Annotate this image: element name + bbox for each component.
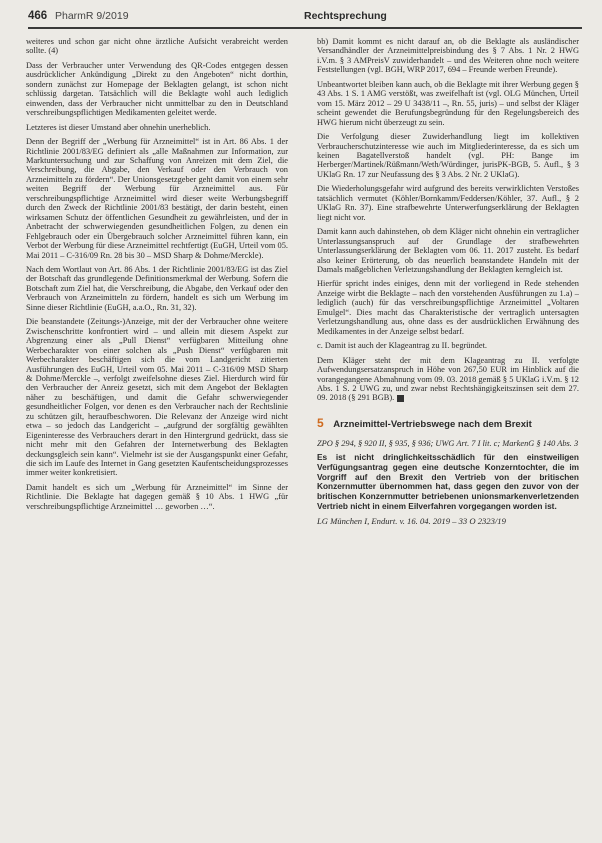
paragraph: Letzteres ist dieser Umstand aber ohnehin unerheblich. xyxy=(26,122,211,132)
article-title: Arzneimittel-Vertriebswege nach dem Brexit xyxy=(333,418,532,430)
paragraph-text: Dem Kläger steht der mit dem Klageantrag zu II. verfolgte Aufwendungsersatzanspruch in Höhe von 267,50 EUR im Hinblick auf die vorangegangene Abmahnung vom 09. 03. 2018 gemäß § 5 UKlaG i.V.m. § 12 Abs. 1 S. 2 UWG zu, und zwar nebst Rechtshängigkeitszinsen seit dem 27. 09. 2018 (§ 291 BGB). xyxy=(317,355,579,403)
paragraph: weiteres und schon gar nicht ohne ärztliche Aufsicht verabreicht werden sollte. (4) xyxy=(26,37,288,56)
paragraph: Die Verfolgung dieser Zuwiderhandlung liegt im kollektiven Verbraucherschutzinteresse wie auch im Mitgliederinteresse, da es sich um keinen Bagatellverstoß handelt (vgl. PH: Bange im Herberger/Martinek/Rüßmann/Weth/Würdinger, jurisPK-BGB, 5. Aufl., § 3 UKlaG Rn. 17 zur Neufassung des § 3 Abs. 2 Nr. 2 UKlaG). xyxy=(317,132,579,179)
paragraph: Hierfür spricht indes einiges, denn mit der vorliegend in Rede stehenden Anzeige wirbt die Beklagte – nach den vorstehenden Ausführungen zu 1.a) – lediglich (auch) für das verschreibungspflichtige Arzneimittel „Voltaren Emulgel“. Dies macht das Charakteristische der vertraglich untersagten Verletzungshandlung aus, ohne dass es der ausdrücklichen Erwähnung des Medikamentes in der Anzeige selbst bedarf. xyxy=(317,279,579,336)
paragraph: Damit kann auch dahinstehen, ob dem Kläger nicht ohnehin ein vertraglicher Unterlassungsanspruch auf der Grundlage der strafbewehrten Unterlassungserklärung der Beklagten vom 06. 11. 2017 zusteht. Es bedarf also keiner Erörterung, ob das neuerlich beanstandete Handeln mit der Damals maßgeblichen Verletzungshandlung der Beklagten kerngleich ist. xyxy=(317,227,579,274)
closing-paragraph xyxy=(317,356,579,403)
page-header xyxy=(28,6,582,30)
court-citation: LG München I, Endurt. v. 16. 04. 2019 – 33 O 2323/19 xyxy=(317,515,506,526)
right-column xyxy=(317,37,579,531)
left-column xyxy=(26,37,288,516)
paragraph: Dass der Verbraucher unter Verwendung des QR-Codes entgegen dessen ausdrücklicher Ankündigung „Direkt zu den Angeboten“ nicht dorthin, sondern zunächst zur Homepage der Beklagten gelangt, ist schon nicht schlüssig dargetan. Tatsächlich will die Beklagte wohl auch lediglich einwenden, dass der Verbraucher nicht unmittelbar zu den in Deutschland verschreibungspflichtigen Medikamenten geleitet werde. xyxy=(26,60,288,118)
paragraph: Die beanstandete (Zeitungs-)Anzeige, mit der der Verbraucher ohne weitere Zwischenschritte konfrontiert wird – und allein mit diesem Aspekt zur Abgrenzung einer als „Pull Dienst“ verfügbaren Mitteilung ohne Werbecharakter von einer solchen als „Push Dienst“ verfügbaren mit Werbecharakter beschäftigen sich die vom Landgericht zitierten Ausführungen des EuGH, Urteil vom 05. Mai 2011 – C-316/09 MSD Sharp & Dohme/Merckle –, verfolgt zweifelsohne dieses Ziel. Hierdurch wird für den Verbraucher der Anreiz gesetzt, sich mit dem Angebot der Beklagten näher zu beschäftigen, und damit die Gefahr schwerwiegender gesundheitlicher Folgen, vor denen es den Verbraucher nach der Rechtslinie zu schützen gilt, heraufbeschworen. Die Relevanz der Anzeige wird nicht etwa – so jedoch das Landgericht – „aufgrund der sorgfältig gewählten Eigeninteresse des Verbrauchers derart in den Hintergrund gedrückt, dass sie nicht mehr mit den Gefahren der Internetwerbung des Beklagten deckungsgleich sein kann“. Vielmehr ist sie der Ausgangspunkt einer Gefahr, die sich im Laufe des Internet in Gang gesetzten Kaufentscheidungsprozesses immer weiter konkretisiert. xyxy=(26,317,288,478)
paragraph: Die Wiederholungsgefahr wird aufgrund des bereits verwirklichten Verstoßes tatsächlich vermutet (Köhler/Bornkamm/Feddersen/Köhler, 37. Aufl., § 2 UKlaG Rn. 37). Eine strafbewehrte Unterwerfungserklärung der Beklagten liegt nicht vor. xyxy=(317,184,579,222)
paragraph: Nach dem Wortlaut von Art. 86 Abs. 1 der Richtlinie 2001/83/EG ist das Ziel der Botschaft das grundlegende Definitionsmerkmal der Werbung. Sofern die Botschaft zum Ziel hat, die Verschreibung, die Abgabe, den Verkauf oder den Verbrauch von Arzneimitteln zu fördern, handelt es sich um Werbung im Sinne dieser Richtlinie (EuGH, a.a.O., Rn. 31, 32). xyxy=(26,264,288,312)
article-number: 5 xyxy=(317,415,324,430)
article-heading xyxy=(317,417,579,431)
page-number: 466 xyxy=(28,10,48,22)
end-of-article-mark xyxy=(397,395,404,402)
paragraph: bb) Damit kommt es nicht darauf an, ob die Beklagte als ausländischer Versandhändler der Arzneimittelpreisbindung des § 7 Abs. 1 Nr. 2 HWG i.V.m. § 3 AMPreisV zuwiderhandelt – und des Weiteren ohne noch weitere Feststellungen (vgl. BGH, WRP 2017, 694 – Freunde werben Freunde). xyxy=(317,37,579,75)
section-title: Rechtsprechung xyxy=(304,10,387,22)
header-rule xyxy=(28,27,582,29)
paragraph: Denn der Begriff der „Werbung für Arzneimittel“ ist in Art. 86 Abs. 1 der Richtlinie 2001/83/EG definiert als „alle Maßnahmen zur Information, zur Marktuntersuchung und zur Schaffung von Anreizen mit dem Ziel, die Verschreibung, die Abgabe, den Verkauf oder den Verbrauch von Arzneimitteln zu fördern“. Der Unionsgesetzgeber geht damit von einem sehr weiten Begriff der Werbung für Arzneimittel aus. Für verschreibungspflichtige Arzneimittel wird dieser weite Werbungsbegriff durch den Zweck der Richtlinie 2001/83 bestätigt, der darin besteht, einen wirksamen Schutz der öffentlichen Gesundheit zu gewährleisten, und der in Anbetracht der schwerwiegenden gesundheitlichen Folgen, zu denen ein Fehlgebrauch oder ein Übergebrauch solcher Arzneimittel führen kann, ein Verbot der Werbung für diese Arzneimittel rechtfertigt (EuGH, Urteil vom 05. Mai 2011 – C-316/09 Rn. 28 bis 30 – MSD Sharp & Dohme/Merckle). xyxy=(26,137,288,260)
norms-line: ZPO § 294, § 920 II, § 935, § 936; UWG Art. 7 I lit. c; MarkenG § 140 Abs. 3 xyxy=(317,438,579,448)
leitsatz: Es ist nicht dringlichkeitsschädlich für den einstweiligen Verfügungsantrag gegen eine deutsche Konzerntochter, die im Vorgriff auf den Brexit den Vertrieb von der britischen Konzernmutter übernommen hat, dass gegen den zuvor von der britischen Konzernmutter betriebenen unionsmarkenverletzenden Vertrieb nicht in einem Eilverfahren vorgegangen worden ist. xyxy=(317,452,579,511)
journal-issue: PharmR 9/2019 xyxy=(55,10,129,22)
paragraph: Unbeantwortet bleiben kann auch, ob die Beklagte mit ihrer Werbung gegen § 43 Abs. 1 S. 1 AMG verstößt, was zweifelhaft ist (vgl. OLG München, Urteil vom 15. März 2012 – 29 U 3438/11 –, Rn. 55, juris) – und selbst der Kläger scheint gewendet die Berufungsbegründung für den Regelungsbereich des HWG hierum nicht überzeugt zu sein. xyxy=(317,79,579,127)
paragraph: c. Damit ist auch der Klageantrag zu II. begründet. xyxy=(317,341,487,351)
paragraph: Damit handelt es sich um „Werbung für Arzneimittel“ im Sinne der Richtlinie. Die Beklagte hat dagegen gemäß § 10 Abs. 1 HWG „für verschreibungspflichtige Arzneimittel … geworben …“. xyxy=(26,482,288,511)
